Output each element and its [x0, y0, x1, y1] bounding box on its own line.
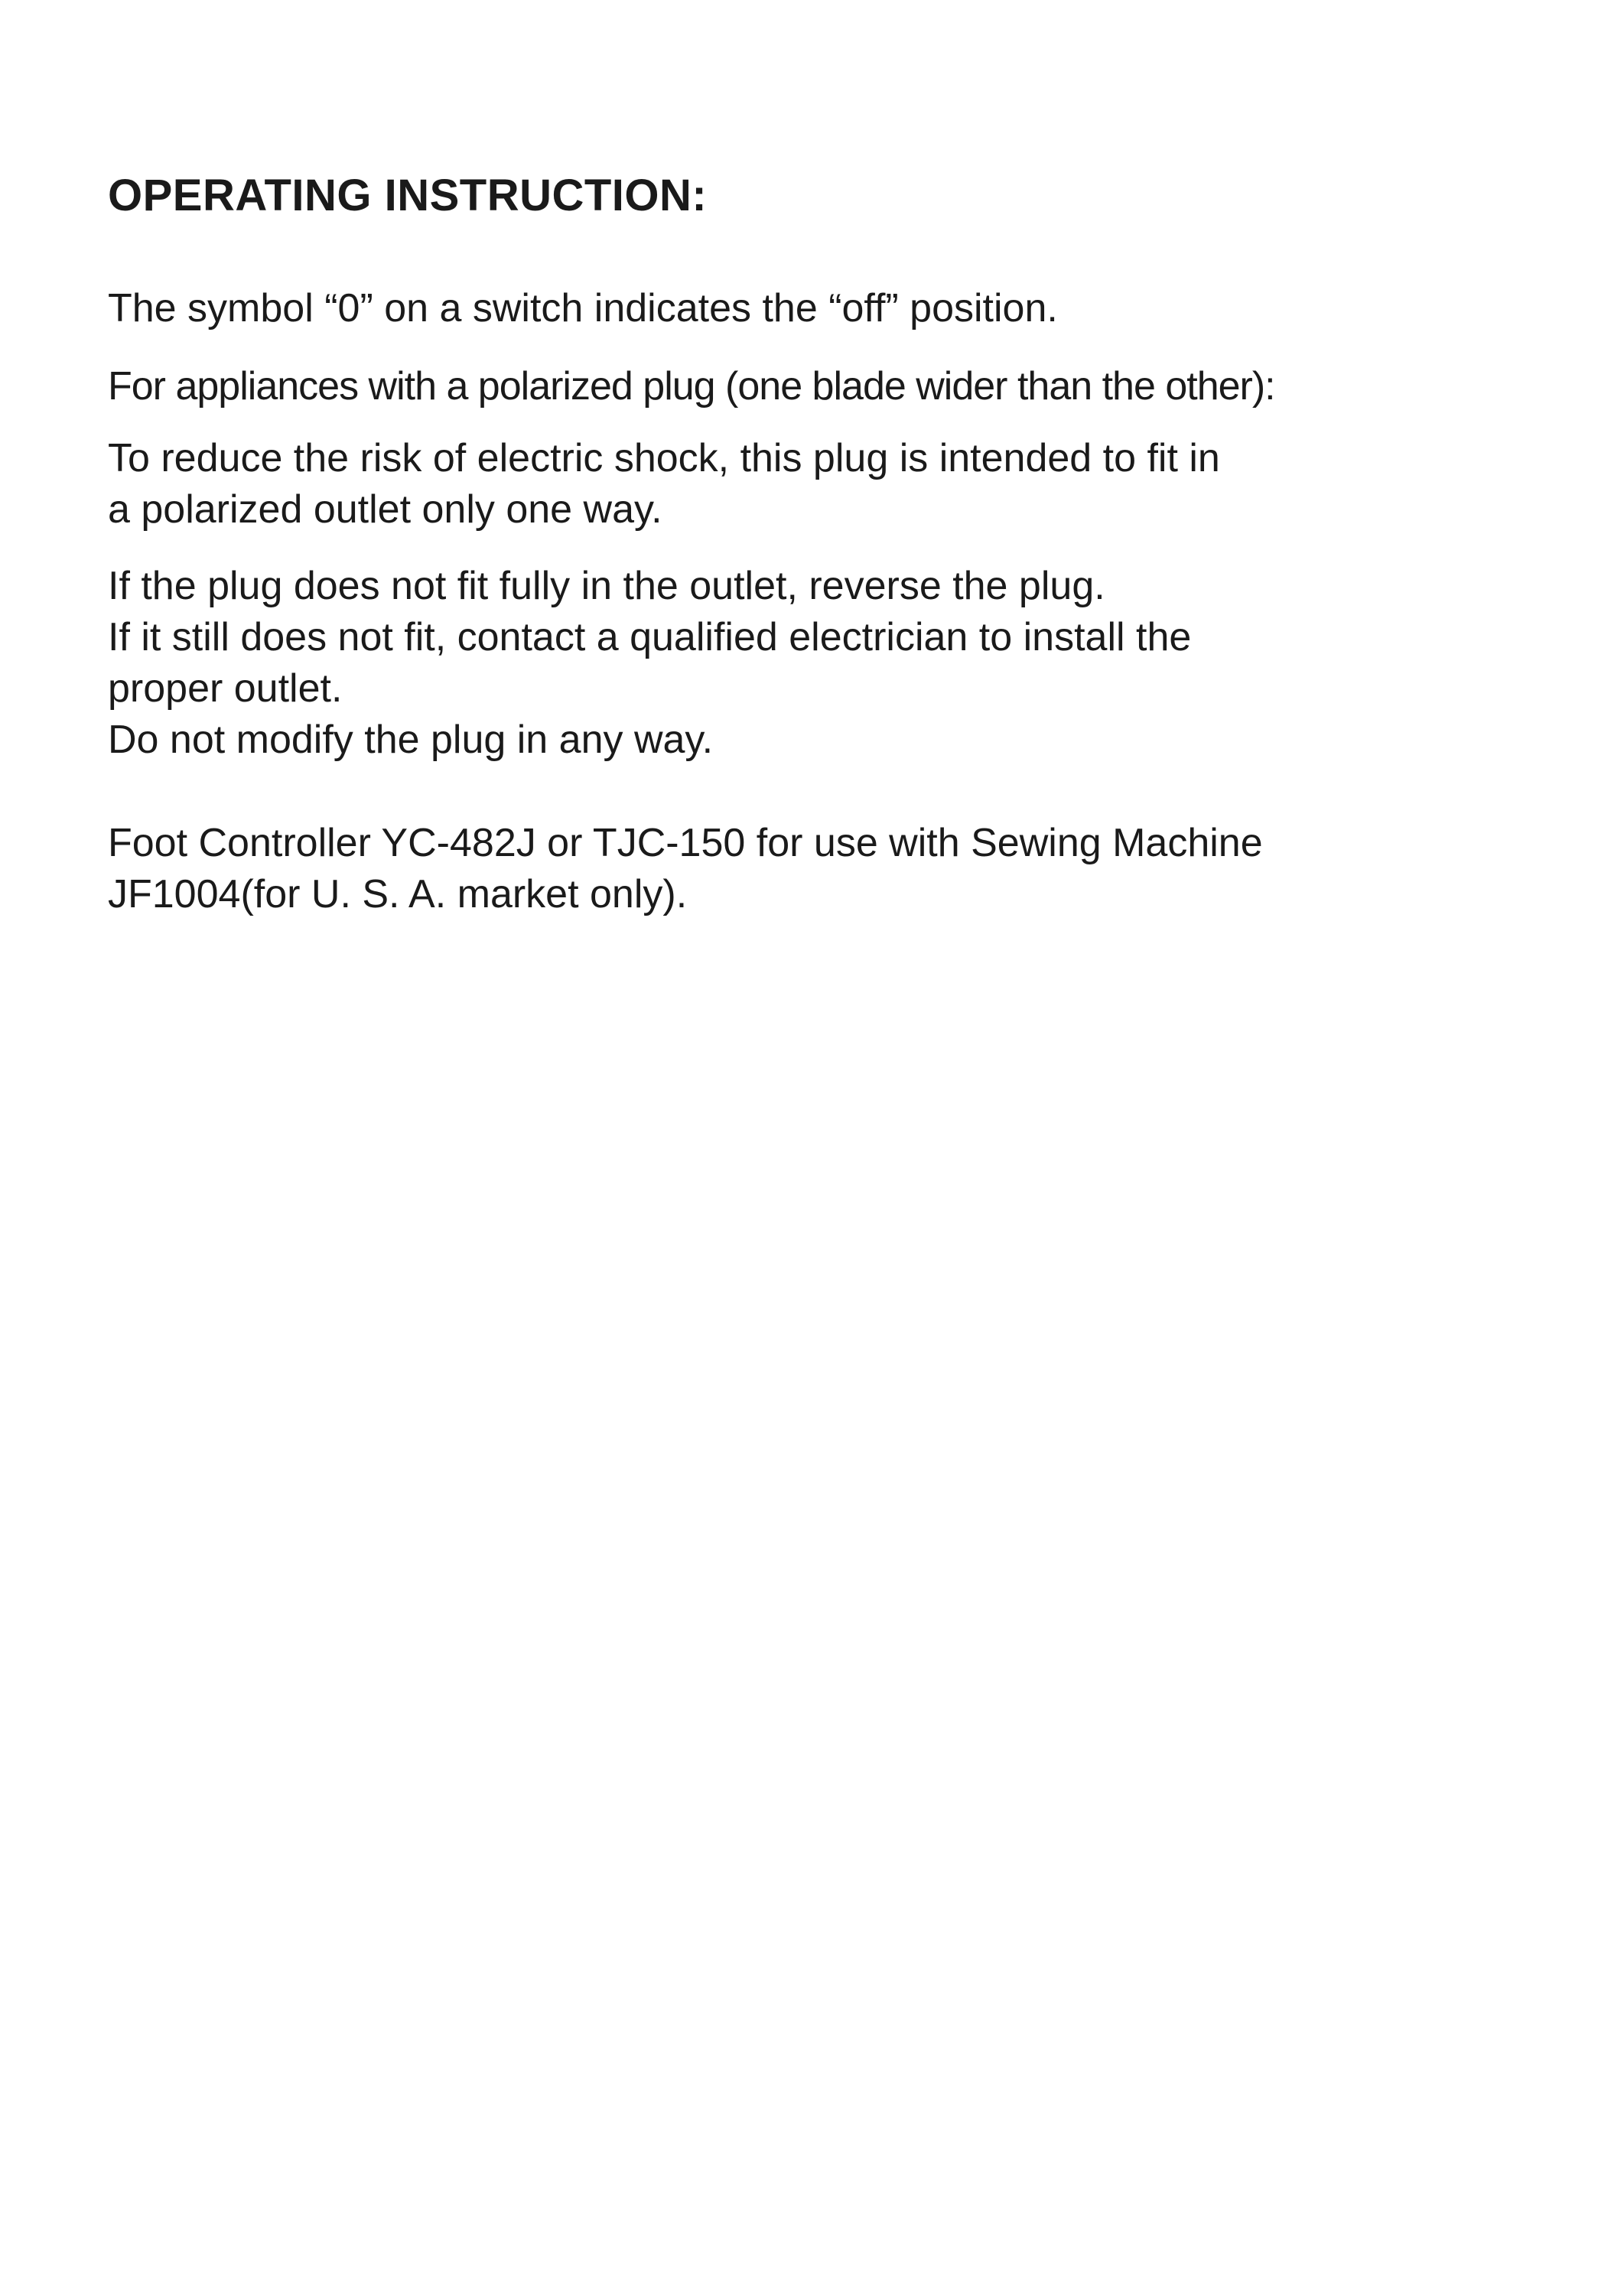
text-line: JF1004(for U. S. A. market only). [108, 872, 688, 916]
text-line: If it still does not fit, contact a qualified electrician to install the [108, 615, 1192, 659]
paragraph-polarized-plug [108, 361, 1275, 412]
paragraph-switch-symbol [108, 283, 1058, 334]
paragraph-plug-fit [108, 561, 1191, 766]
text-line: Foot Controller YC-482J or TJC-150 for use with Sewing Machine [108, 821, 1263, 865]
page-title: OPERATING INSTRUCTION: [108, 171, 708, 220]
text-line: For appliances with a polarized plug (one blade wider than the other): [108, 364, 1275, 409]
paragraph-foot-controller [108, 818, 1263, 920]
text-line: Do not modify the plug in any way. [108, 718, 714, 762]
text-line: proper outlet. [108, 666, 343, 711]
text-line: If the plug does not fit fully in the outlet, reverse the plug. [108, 564, 1105, 608]
text-line: To reduce the risk of electric shock, this plug is intended to fit in [108, 436, 1220, 480]
paragraph-shock-risk [108, 433, 1220, 536]
text-line: The symbol “0” on a switch indicates the “off” position. [108, 286, 1058, 330]
text-line: a polarized outlet only one way. [108, 487, 662, 532]
